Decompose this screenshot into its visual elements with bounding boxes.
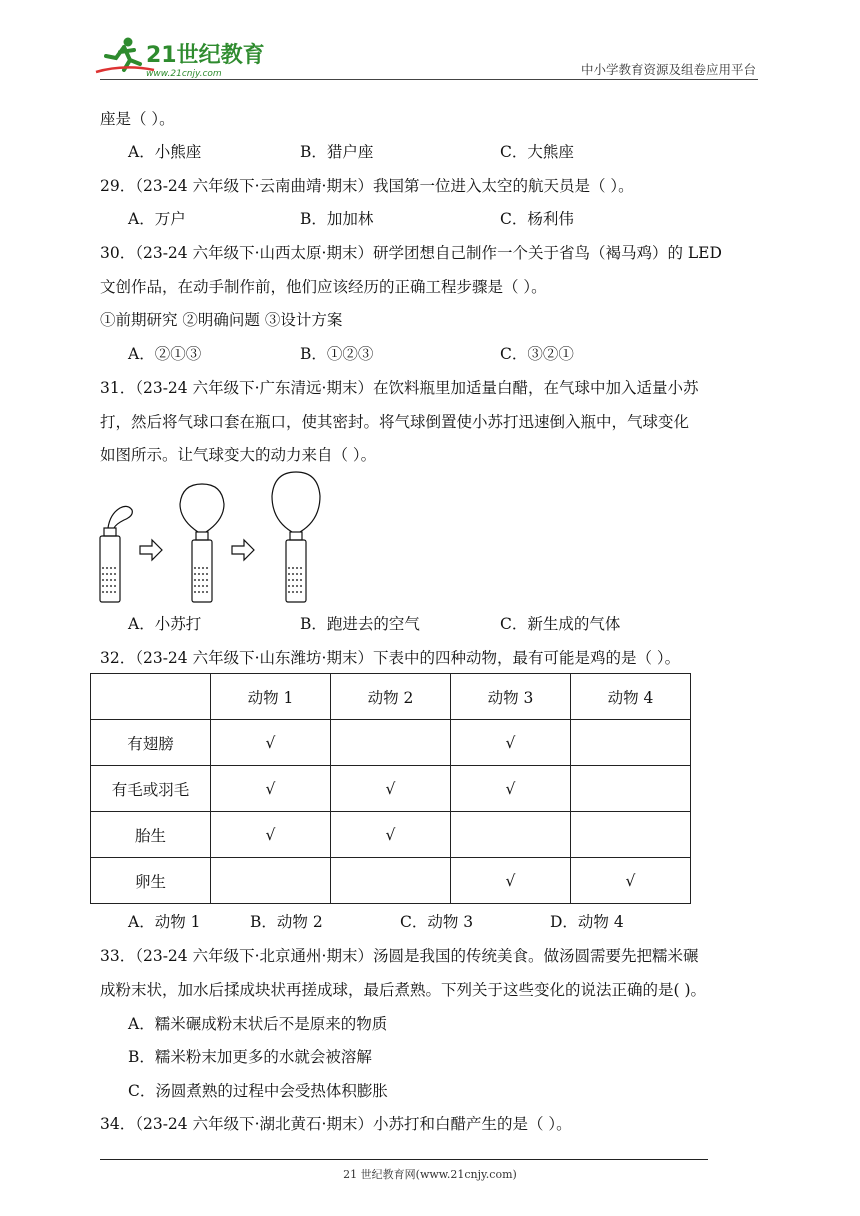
q32-option-b: B．动物 2 [250,913,323,931]
table-header-cell: 动物 4 [571,674,691,720]
q29-option-c: C．杨利伟 [500,210,574,228]
animal-traits-table [90,673,691,904]
q30-stem-line1: 30．（23-24 六年级下·山西太原·期末）研学团想自己制作一个关于省鸟（褐马鸡）的 LED [100,244,722,262]
q34-stem: 34．（23-24 六年级下·湖北黄石·期末）小苏打和白醋产生的是（ ）。 [100,1115,572,1133]
q33-option-a: A．糯米碾成粉末状后不是原来的物质 [128,1015,388,1033]
bottle-large-balloon [272,472,320,602]
table-cell: √ [331,812,451,858]
q32-option-a: A．动物 1 [128,913,201,931]
q33-stem-line2: 成粉末状，加水后揉成块状再搓成球，最后煮熟。下列关于这些变化的说法正确的是( )。 [100,981,707,999]
q32-option-d: D．动物 4 [550,913,624,931]
q28-stem-tail: 座是（ ）。 [100,110,175,128]
table-header-row [91,674,691,720]
table-cell [331,720,451,766]
table-cell [571,766,691,812]
header-divider [100,79,758,80]
arrow-icon [140,540,162,560]
row-label: 有翅膀 [91,720,211,766]
table-cell: √ [331,766,451,812]
q30-stem-line2: 文创作品，在动手制作前，他们应该经历的正确工程步骤是（ ）。 [100,278,547,296]
table-cell [571,812,691,858]
table-cell: √ [451,720,571,766]
q31-option-b: B．跑进去的空气 [300,615,420,633]
table-cell [451,812,571,858]
q31-stem-line2: 打，然后将气球口套在瓶口，使其密封。将气球倒置使小苏打迅速倒入瓶中，气球变化 [100,413,690,431]
q29-option-b: B．加加林 [300,210,374,228]
q30-steps: ①前期研究 ②明确问题 ③设计方案 [100,311,343,329]
q32-option-c: C．动物 3 [400,913,474,931]
q29-stem: 29．（23-24 六年级下·云南曲靖·期末）我国第一位进入太空的航天员是（ ）。 [100,177,634,195]
q33-option-b: B．糯米粉末加更多的水就会被溶解 [128,1048,372,1066]
q28-option-c: C．大熊座 [500,143,574,161]
balloon-experiment-figure [96,468,336,608]
table-cell [211,858,331,904]
table-header-cell: 动物 2 [331,674,451,720]
bottle-deflated-balloon [100,506,132,602]
table-cell: √ [451,858,571,904]
q31-option-c: C．新生成的气体 [500,615,621,633]
table-row [91,766,691,812]
table-header-cell [91,674,211,720]
table-header-cell: 动物 3 [451,674,571,720]
q29-option-a: A．万户 [128,210,186,228]
svg-text:21世纪教育: 21世纪教育 [146,43,264,68]
platform-name: 中小学教育资源及组卷应用平台 [580,62,756,77]
q30-option-a: A．②①③ [128,345,202,363]
footer-link[interactable]: 21 世纪教育网(www.21cnjy.com) [343,1168,517,1181]
site-logo[interactable] [94,34,264,80]
row-label: 有毛或羽毛 [91,766,211,812]
svg-text:www.21cnjy.com: www.21cnjy.com [146,69,222,79]
q28-option-a: A．小熊座 [128,143,202,161]
table-cell [571,720,691,766]
table-header-cell: 动物 1 [211,674,331,720]
table-cell: √ [211,720,331,766]
q31-stem-line1: 31．（23-24 六年级下·广东清远·期末）在饮料瓶里加适量白醋，在气球中加入适量小苏 [100,379,699,397]
footer-divider [100,1159,708,1160]
row-label: 卵生 [91,858,211,904]
table-cell [331,858,451,904]
q31-stem-line3: 如图所示。让气球变大的动力来自（ ）。 [100,446,377,464]
table-row [91,720,691,766]
q31-option-a: A．小苏打 [128,615,202,633]
table-cell: √ [571,858,691,904]
table-cell: √ [211,766,331,812]
table-row [91,858,691,904]
q33-option-c: C．汤圆煮熟的过程中会受热体积膨胀 [128,1082,388,1100]
bottle-medium-balloon [180,484,224,602]
q30-option-b: B．①②③ [300,345,374,363]
table-cell: √ [211,812,331,858]
row-label: 胎生 [91,812,211,858]
q32-stem: 32．（23-24 六年级下·山东潍坊·期末）下表中的四种动物，最有可能是鸡的是（ ）。 [100,649,681,667]
q28-option-b: B．猎户座 [300,143,374,161]
q33-stem-line1: 33．（23-24 六年级下·北京通州·期末）汤圆是我国的传统美食。做汤圆需要先把糯米碾 [100,947,699,965]
table-cell: √ [451,766,571,812]
table-row [91,812,691,858]
arrow-icon [232,540,254,560]
q30-option-c: C．③②① [500,345,574,363]
